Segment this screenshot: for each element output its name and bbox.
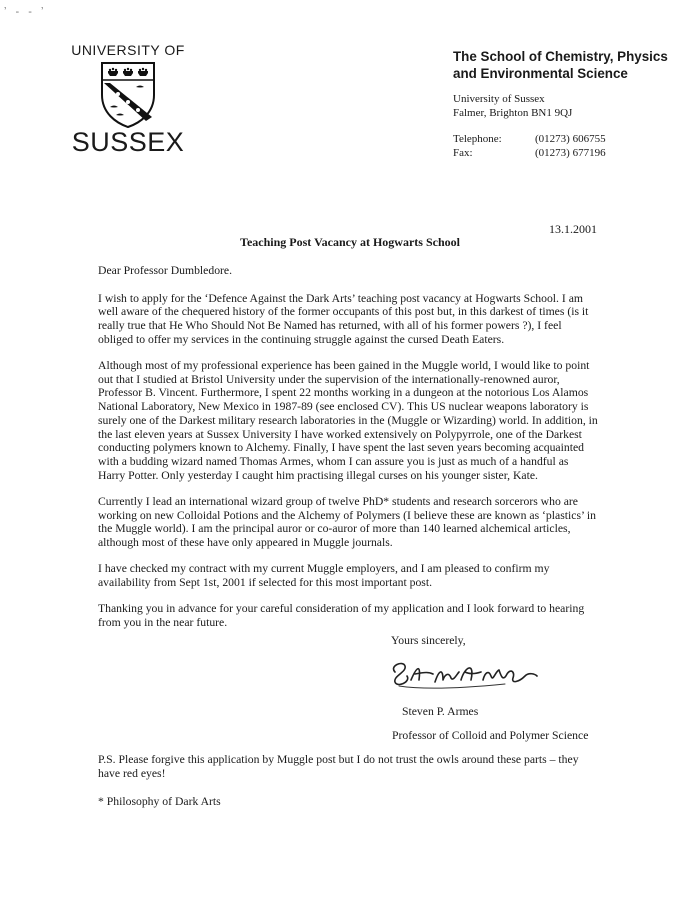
logo-sussex: SUSSEX (71, 127, 185, 157)
fax-label: Fax: (453, 147, 473, 159)
university-logo (68, 42, 188, 158)
address-line-1: University of Sussex (453, 93, 545, 105)
postscript: P.S. Please forgive this application by Muggle post but I do not trust the owls around these parts – they have red eyes! (98, 753, 579, 780)
letter-subject: Teaching Post Vacancy at Hogwarts School (240, 235, 460, 249)
paragraph-application: I wish to apply for the ‘Defence Against the Dark Arts’ teaching post vacancy at Hogwarts School. I am well aware of the chequered history of the former occupants of this post but, in this darkest of times (is it really true that He Who Should Not Be Named has returned, with all of his former powers ?), I feel obliged to offer my services in the continuing struggle against the cursed Death Eaters. (98, 291, 589, 346)
footnote: * Philosophy of Dark Arts (98, 795, 221, 808)
scan-marks: ʼ - - ʼ (4, 6, 47, 18)
department-block (453, 48, 693, 160)
telephone-label: Telephone: (453, 133, 502, 145)
salutation: Dear Professor Dumbledore. (98, 264, 233, 277)
fax-row (453, 146, 693, 160)
telephone-row (453, 132, 693, 146)
address-line-2: Falmer, Brighton BN1 9QJ (453, 107, 573, 119)
sussex-crest-icon (100, 61, 156, 129)
department-address (453, 92, 693, 120)
telephone-value: (01273) 606755 (535, 133, 606, 145)
letter-body (98, 264, 598, 642)
handwritten-signature (385, 652, 545, 694)
signer-title: Professor of Colloid and Polymer Science (392, 729, 589, 742)
department-name: The School of Chemistry, Physics and Environmental Science (453, 49, 668, 81)
paragraph-current-group: Currently I lead an international wizard group of twelve PhD* students and research sorcerors who are working on new Colloidal Potions and the Alchemy of Polymers (I believe these are known as ‘plastics’ in the Muggle world). I am the principal auror or co-auror of more than 140 learned alchemical articles, although most of these have only appeared in Muggle journals. (98, 494, 597, 549)
paragraph-availability: I have checked my contract with my current Muggle employers, and I am pleased to confirm my availability from Sept 1st, 2001 if selected for this most important post. (98, 562, 550, 589)
paragraph-experience: Although most of my professional experience has been gained in the Muggle world, I would like to point out that I studied at Bristol University under the supervision of the internationally-renowned auror, Professor B. Vincent. Furthermore, I spent 22 months working in a dungeon at the notorious Los Alamos National Laboratory, New Mexico in 1987-89 (see enclosed CV). This US nuclear weapons laboratory is surely one of the Darkest military research laboratories in the (Muggle or Wizarding) world. In addition, in the last eleven years at Sussex University I have worked extensively on Polypyrrole, one of the Darkest conducting polymers known to Alchemy. Finally, I have spent the last seven years becoming acquainted with a budding wizard named Thomas Armes, whom I can assure you is just as much of a handful as Harry Potter. Only yesterday I caught him practising illegal curses on his younger sister, Kate. (98, 359, 598, 482)
signer-name: Steven P. Armes (402, 705, 479, 718)
paragraph-thanks: Thanking you in advance for your careful consideration of my application and I look forward to hearing from you in the near future. (98, 602, 585, 629)
letter-date: 13.1.2001 (549, 222, 597, 236)
contact-details (453, 132, 693, 160)
logo-university-of: UNIVERSITY OF (71, 42, 185, 58)
fax-value: (01273) 677196 (535, 147, 606, 159)
closing: Yours sincerely, (391, 634, 466, 647)
